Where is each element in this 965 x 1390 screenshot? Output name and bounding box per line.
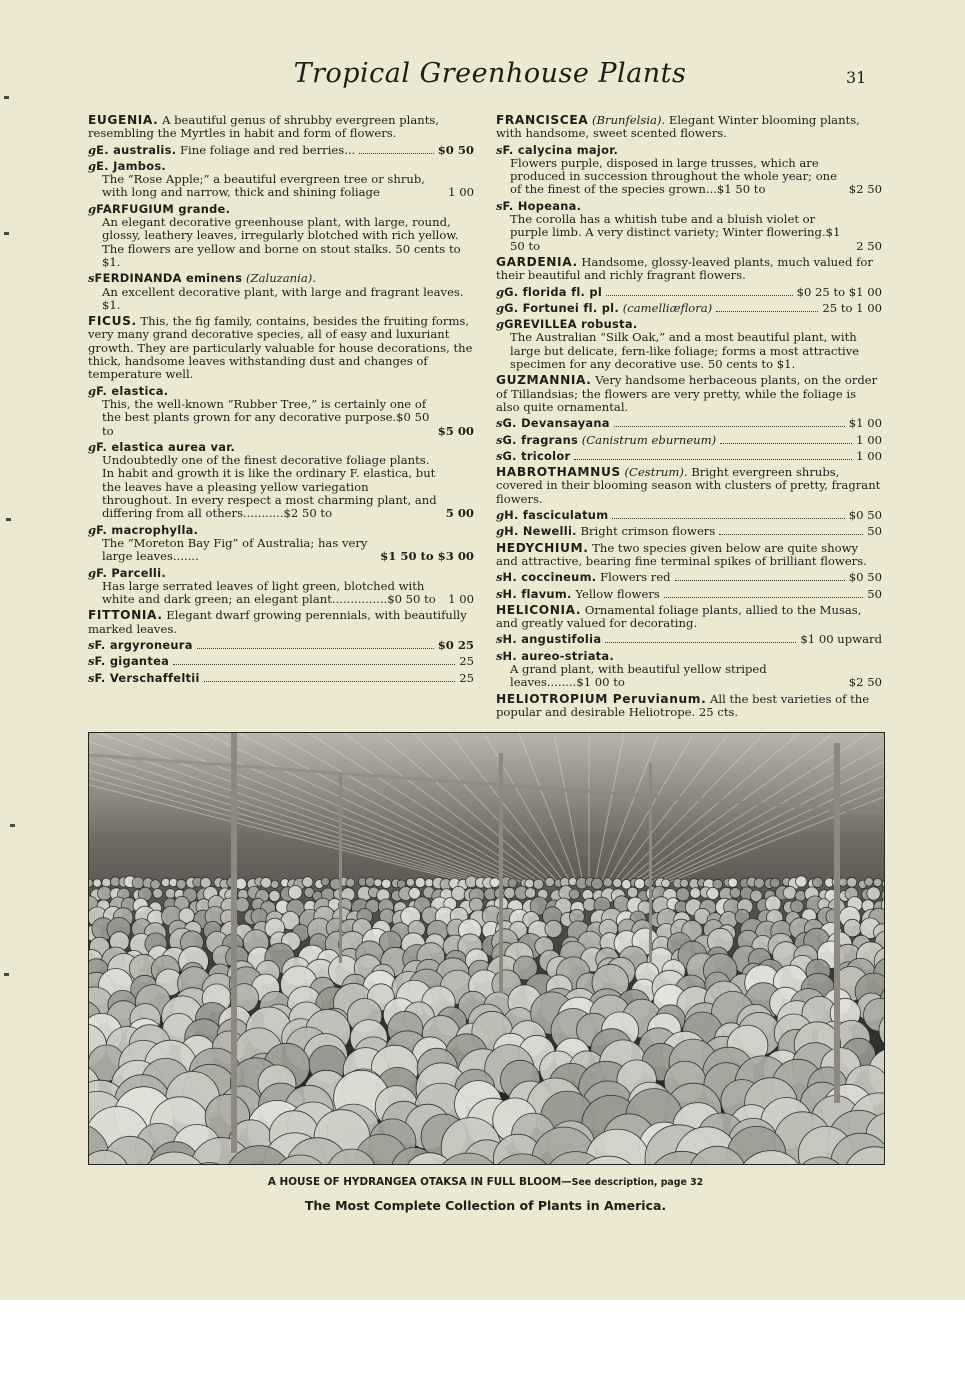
plant-entry bbox=[88, 672, 474, 685]
plant-price: $2 50 bbox=[848, 182, 882, 197]
genus-name: HABROTHAMNUS bbox=[496, 465, 621, 480]
plant-entry bbox=[496, 200, 882, 253]
plant-description-block bbox=[88, 398, 474, 438]
plant-synonym: (Cestrum). bbox=[624, 465, 688, 480]
plant-label bbox=[496, 633, 601, 646]
plant-entry bbox=[88, 272, 474, 312]
plant-price: $1 50 to $3 00 bbox=[380, 549, 474, 564]
genus-name: GARDENIA. bbox=[496, 254, 578, 269]
leader-dots bbox=[719, 534, 863, 535]
plant-price: 1 00 bbox=[448, 592, 474, 607]
plant-entry bbox=[496, 650, 882, 690]
plant-price: $0 50 bbox=[848, 570, 882, 585]
plant-price: $5 00 bbox=[437, 423, 474, 438]
plant-description: The “Moreton Bay Fig” of Australia; has very large leaves....... bbox=[102, 535, 368, 564]
plant-description: This, the fig family, contains, besides the fruiting forms, very many grand decorative species, all of easy and luxuriant growth. They are particularly valuable for house decorations, the thick, handsome leaves withstanding dust and changes of temperature well. bbox=[88, 314, 473, 382]
plant-entry bbox=[496, 450, 882, 463]
plant-label bbox=[496, 286, 602, 299]
grade-mark: g bbox=[496, 524, 505, 539]
right-column bbox=[496, 114, 882, 722]
plant-entry bbox=[88, 567, 474, 607]
plant-description: The corolla has a whitish tube and a bluish violet or purple limb. A very distinct variety; Winter flowering.$1 50 to bbox=[510, 212, 841, 253]
plant-label bbox=[496, 450, 570, 463]
grade-mark: g bbox=[496, 284, 505, 299]
caption-reference: See description, page 32 bbox=[571, 1177, 704, 1188]
plant-name: H. coccineum. bbox=[502, 570, 597, 585]
genus-name: FITTONIA. bbox=[88, 608, 163, 623]
grade-mark: s bbox=[88, 271, 95, 286]
genus-name: EUGENIA. bbox=[88, 113, 159, 127]
plant-name: G. Fortunei fl. pl. bbox=[504, 300, 620, 315]
grade-mark: s bbox=[496, 416, 503, 431]
plant-label bbox=[88, 639, 193, 652]
plant-entry bbox=[496, 509, 882, 522]
plant-entry bbox=[496, 417, 882, 430]
plant-description: An elegant decorative greenhouse plant, with large, round, glossy, leathery leaves, irregularly blotched with rich yellow. The flowers are yellow and borne on stout stalks. 50 cents to $1. bbox=[102, 215, 461, 269]
plant-name: H. angustifolia bbox=[502, 632, 602, 647]
plant-name: H. flavum. bbox=[502, 586, 572, 601]
plant-description-block bbox=[88, 537, 474, 564]
plant-description: Fine foliage and red berries... bbox=[180, 142, 356, 157]
plant-price: $0 25 to $1 00 bbox=[796, 284, 882, 299]
plant-entry bbox=[496, 571, 882, 584]
plant-entry bbox=[88, 655, 474, 668]
leader-dots bbox=[606, 295, 793, 296]
genus-entry bbox=[496, 466, 882, 506]
plant-description: The Australian “Silk Oak,” and a most beautiful plant, with large but delicate, fern-like foliage; forms a most attractive specimen for any decorative use. 50 cents to $1. bbox=[510, 330, 860, 372]
plant-name: G. fragrans bbox=[502, 432, 579, 447]
plant-price: 50 bbox=[867, 524, 882, 539]
plant-price: $0 50 bbox=[848, 508, 882, 523]
leader-dots bbox=[720, 443, 852, 444]
grade-mark: g bbox=[88, 565, 97, 580]
plant-price: 1 00 bbox=[856, 432, 882, 447]
plant-label bbox=[88, 144, 355, 157]
grade-mark: g bbox=[88, 522, 97, 537]
plant-description-block bbox=[496, 213, 882, 253]
plant-price: $2 50 bbox=[848, 675, 882, 690]
plant-description: A beautiful genus of shrubby evergreen plants, resembling the Myrtles in habit and form of flowers. bbox=[88, 113, 440, 141]
leader-dots bbox=[675, 580, 845, 581]
leader-dots bbox=[359, 153, 433, 154]
plant-name: F. elastica. bbox=[96, 383, 169, 398]
left-column bbox=[88, 114, 474, 688]
plant-description: Elegant Winter blooming plants, with handsome, sweet scented flowers. bbox=[496, 113, 860, 141]
page-tagline: The Most Complete Collection of Plants in America. bbox=[304, 1198, 667, 1213]
plant-name: FARFUGIUM grande. bbox=[96, 201, 231, 216]
plant-name: G. florida fl. pl bbox=[504, 284, 603, 299]
grade-mark: s bbox=[496, 448, 503, 463]
margin-mark bbox=[4, 232, 9, 235]
plant-price: 2 50 bbox=[856, 238, 882, 253]
genus-name: GUZMANNIA. bbox=[496, 373, 592, 388]
plant-synonym: (Zaluzania). bbox=[246, 271, 316, 286]
plant-description: Very handsome herbaceous plants, on the order of Tillandsias; the flowers are very pretty, while the foliage is also quite ornamental. bbox=[496, 373, 878, 414]
plant-description: Bright crimson flowers bbox=[580, 524, 716, 539]
plant-description: Yellow flowers bbox=[575, 586, 660, 601]
plant-description: Elegant dwarf growing perennials, with beautifully marked leaves. bbox=[88, 608, 467, 636]
plant-label bbox=[496, 588, 660, 601]
genus-name: FICUS. bbox=[88, 314, 137, 329]
genus-entry bbox=[88, 315, 474, 381]
page-number: 31 bbox=[846, 68, 867, 87]
plant-description: The two species given below are quite showy and attractive, bearing fine terminal spikes of brilliant flowers. bbox=[496, 540, 867, 568]
plant-name: E. australis. bbox=[96, 142, 177, 157]
grade-mark: g bbox=[88, 439, 97, 454]
plant-price: $1 00 bbox=[848, 416, 882, 431]
margin-mark bbox=[4, 973, 9, 976]
plant-price: 25 to 1 00 bbox=[822, 300, 882, 315]
white-footer-band bbox=[0, 1300, 965, 1390]
genus-entry bbox=[496, 542, 882, 569]
grade-mark: g bbox=[496, 317, 505, 332]
plant-name: F. elastica aurea var. bbox=[96, 439, 236, 454]
genus-entry bbox=[496, 114, 882, 141]
page-title: Tropical Greenhouse Plants bbox=[293, 58, 687, 89]
grade-mark: s bbox=[496, 198, 503, 213]
plant-entry bbox=[496, 633, 882, 646]
plant-description: This, the well-known “Rubber Tree,” is certainly one of the best plants grown for any decorative purpose.$0 50 to bbox=[102, 396, 430, 438]
plant-description-block bbox=[88, 580, 474, 607]
plant-description: Ornamental foliage plants, allied to the Musas, and greatly valued for decorating. bbox=[496, 602, 862, 631]
plant-name: F. Hopeana. bbox=[502, 198, 582, 213]
plant-price: 25 bbox=[459, 654, 474, 669]
grade-mark: s bbox=[88, 654, 95, 669]
grade-mark: g bbox=[88, 142, 97, 157]
plant-label bbox=[496, 571, 671, 584]
plant-entry bbox=[88, 203, 474, 269]
plant-entry bbox=[496, 144, 882, 197]
grade-mark: g bbox=[88, 383, 97, 398]
plant-price: $1 00 upward bbox=[800, 632, 882, 647]
plant-entry bbox=[88, 639, 474, 652]
plant-entry bbox=[496, 302, 882, 315]
plant-name: F. Parcelli. bbox=[96, 565, 166, 580]
plant-name: F. argyroneura bbox=[94, 637, 193, 652]
plant-description: The “Rose Apple;” a beautiful evergreen tree or shrub, with long and narrow, thick and shining foliage bbox=[102, 172, 425, 200]
plant-description: All the best varieties of the popular and desirable Heliotrope. 25 cts. bbox=[496, 691, 870, 719]
genus-name: FRANCISCEA bbox=[496, 113, 589, 127]
grade-mark: g bbox=[88, 201, 97, 216]
genus-name: HELIOTROPIUM Peruvianum. bbox=[496, 691, 707, 706]
plant-entry bbox=[88, 160, 474, 200]
grade-mark: s bbox=[496, 586, 503, 601]
plant-price: 1 00 bbox=[448, 185, 474, 200]
plant-entry bbox=[88, 385, 474, 438]
leader-dots bbox=[612, 518, 844, 519]
plant-name: G. Devansayana bbox=[502, 416, 610, 431]
plant-description: Bright evergreen shrubs, covered in their blooming season with clusters of pretty, fragrant flowers. bbox=[496, 465, 881, 506]
genus-name: HEDYCHIUM. bbox=[496, 540, 589, 555]
plant-name: F. macrophylla. bbox=[96, 522, 199, 537]
genus-entry bbox=[496, 693, 882, 720]
plant-name: E. Jambos. bbox=[96, 158, 167, 173]
leader-dots bbox=[716, 311, 818, 312]
genus-name: HELICONIA. bbox=[496, 602, 582, 617]
grade-mark: s bbox=[88, 670, 95, 685]
genus-entry bbox=[88, 609, 474, 636]
plant-price: $0 25 bbox=[437, 637, 474, 652]
plant-entry bbox=[88, 441, 474, 521]
plant-description-block bbox=[496, 157, 882, 197]
margin-mark bbox=[6, 518, 11, 521]
plant-name: GREVILLEA robusta. bbox=[504, 317, 638, 332]
plant-label bbox=[496, 434, 716, 447]
hydrangea-greenhouse-photo bbox=[88, 732, 885, 1165]
leader-dots bbox=[614, 426, 845, 427]
plant-entry bbox=[496, 434, 882, 447]
margin-mark bbox=[10, 824, 15, 827]
plant-synonym: (Brunfelsia). bbox=[592, 113, 666, 127]
plant-price: 50 bbox=[867, 586, 882, 601]
leader-dots bbox=[173, 664, 455, 665]
leader-dots bbox=[664, 597, 863, 598]
plant-description-block bbox=[496, 663, 882, 690]
plant-price: 1 00 bbox=[856, 448, 882, 463]
plant-name: F. calycina major. bbox=[502, 142, 619, 157]
plant-name: G. tricolor bbox=[502, 448, 571, 463]
plant-entry bbox=[496, 588, 882, 601]
plant-description: A grand plant, with beautiful yellow striped leaves........$1 00 to bbox=[510, 661, 767, 690]
grade-mark: s bbox=[496, 632, 503, 647]
plant-synonym: (camelliæflora) bbox=[622, 300, 713, 315]
plant-description: Flowers red bbox=[600, 570, 671, 585]
plant-price: 5 00 bbox=[445, 506, 474, 521]
plant-label bbox=[88, 655, 169, 668]
plant-description: Undoubtedly one of the finest decorative foliage plants. In habit and growth it is like the ordinary F. elastica, but the leaves have a pleasing yellow variegation throughout. In every respect a most charming plant, and differing from all others...........$2 50 to bbox=[102, 453, 437, 521]
genus-entry bbox=[496, 374, 882, 414]
plant-name: F. Verschaffeltii bbox=[94, 670, 200, 685]
plant-entry bbox=[88, 144, 474, 157]
plant-label bbox=[496, 417, 610, 430]
grade-mark: g bbox=[88, 158, 97, 173]
plant-entry bbox=[496, 286, 882, 299]
leader-dots bbox=[605, 642, 796, 643]
genus-entry bbox=[496, 604, 882, 631]
figure-caption bbox=[88, 1176, 883, 1188]
plant-entry bbox=[496, 318, 882, 371]
genus-entry bbox=[496, 256, 882, 283]
caption-main: A HOUSE OF HYDRANGEA OTAKSA IN FULL BLOOM— bbox=[267, 1176, 572, 1188]
plant-entry bbox=[496, 525, 882, 538]
plant-label bbox=[496, 509, 608, 522]
plant-description: Has large serrated leaves of light green, blotched with white and dark green; an elegant plant...............$0 50 to bbox=[102, 578, 436, 607]
plant-name: H. aureo-striata. bbox=[502, 648, 615, 663]
plant-label bbox=[88, 672, 200, 685]
plant-label bbox=[496, 302, 712, 315]
plant-name: FERDINANDA eminens bbox=[94, 271, 243, 286]
genus-entry bbox=[88, 114, 474, 141]
plant-description: Flowers purple, disposed in large trusses, which are produced in succession throughout the whole year; one of the finest of the species grown...$1 50 to bbox=[510, 155, 838, 197]
leader-dots bbox=[204, 681, 456, 682]
plant-synonym: (Canistrum eburneum) bbox=[581, 432, 717, 447]
plant-label bbox=[496, 525, 715, 538]
plant-name: H. Newelli. bbox=[504, 524, 577, 539]
plant-description-block bbox=[88, 173, 474, 200]
plant-price: $0 50 bbox=[437, 142, 474, 157]
grade-mark: s bbox=[496, 432, 503, 447]
grade-mark: s bbox=[496, 570, 503, 585]
plant-entry bbox=[88, 524, 474, 564]
grade-mark: s bbox=[496, 648, 503, 663]
grade-mark: g bbox=[496, 508, 505, 523]
plant-name: F. gigantea bbox=[94, 654, 170, 669]
leader-dots bbox=[574, 459, 852, 460]
margin-mark bbox=[4, 96, 9, 99]
plant-description: Handsome, glossy-leaved plants, much valued for their beautiful and richly fragrant flowers. bbox=[496, 254, 873, 283]
grade-mark: s bbox=[88, 637, 95, 652]
plant-name: H. fasciculatum bbox=[504, 508, 609, 523]
grade-mark: s bbox=[496, 142, 503, 157]
plant-description-block bbox=[88, 454, 474, 520]
grade-mark: g bbox=[496, 300, 505, 315]
leader-dots bbox=[197, 648, 434, 649]
plant-price: 25 bbox=[459, 670, 474, 685]
plant-description: An excellent decorative plant, with large and fragrant leaves. $1. bbox=[102, 284, 464, 312]
